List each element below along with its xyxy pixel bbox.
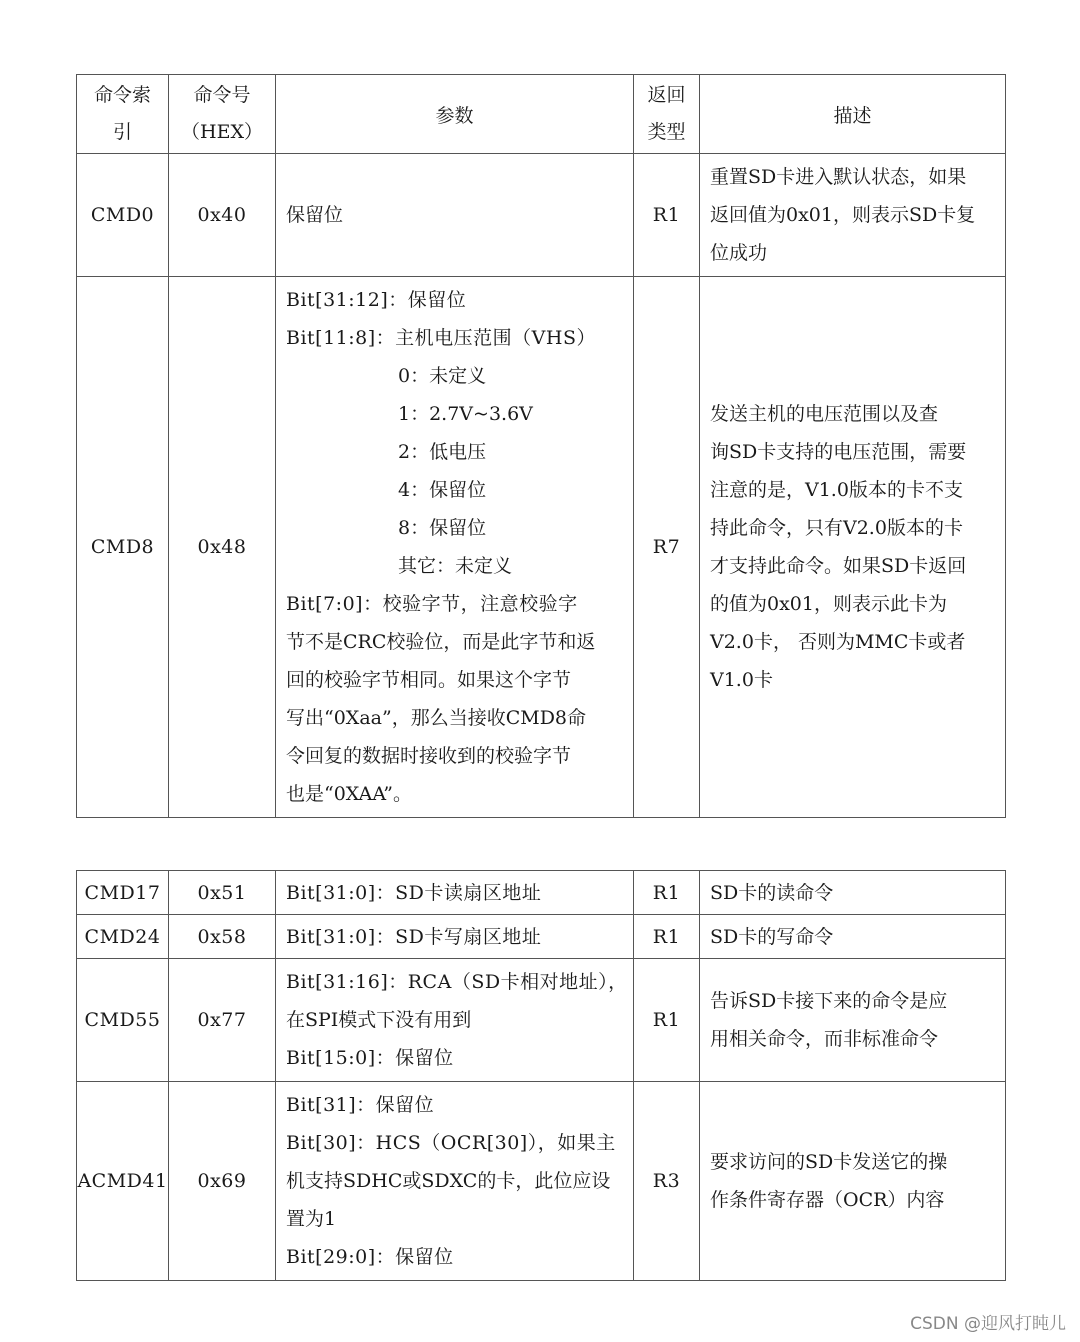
header-number-line: （HEX） [181,121,263,143]
acmd41-param-line: Bit[30]：HCS（OCR[30]），如果主 [286,1132,616,1154]
cmd0-return: R1 [634,154,700,277]
header-index-line: 命令索 [93,84,151,106]
acmd41-index: ACMD41 [77,1082,169,1281]
cmd55-description [700,959,1006,1082]
table-row-cmd8 [77,277,1006,818]
table-row-cmd55 [77,959,1006,1082]
cmd55-index: CMD55 [77,959,169,1082]
header-params: 参数 [276,75,634,154]
cmd0-description [700,154,1006,277]
acmd41-return: R3 [634,1082,700,1281]
csdn-watermark: CSDN @迎风打盹儿 [910,1314,1066,1334]
cmd8-desc-line: 注意的是，V1.0版本的卡不支 [710,479,963,501]
cmd8-params [276,277,634,818]
cmd17-desc-line: SD卡的读命令 [710,881,834,904]
cmd55-return: R1 [634,959,700,1082]
acmd41-description [700,1082,1006,1281]
cmd55-param-line: Bit[31:16]：RCA（SD卡相对地址）， [286,971,628,993]
cmd24-param-line: Bit[31:0]：SD卡写扇区地址 [286,925,542,948]
cmd24-index: CMD24 [77,915,169,959]
cmd0-desc-line: 位成功 [710,242,768,264]
table-row-cmd24 [77,915,1006,959]
acmd41-desc-line: 要求访问的SD卡发送它的操 [710,1151,948,1173]
cmd8-desc-line: 才支持此命令。如果SD卡返回 [710,555,967,577]
sd-command-table-2 [76,870,1006,1281]
cmd17-params [276,871,634,915]
cmd55-number: 0x77 [169,959,276,1082]
cmd0-params-line: 保留位 [286,204,344,226]
header-number [169,75,276,154]
cmd24-description [700,915,1006,959]
cmd17-param-line: Bit[31:0]：SD卡读扇区地址 [286,881,542,904]
cmd8-description [700,277,1006,818]
header-index-line: 引 [112,121,132,143]
cmd0-desc-line: 重置SD卡进入默认状态，如果 [710,166,967,188]
cmd8-param-line: 节不是CRC校验位，而是此字节和返 [286,631,596,653]
cmd8-param-option: 4：保留位 [398,479,487,501]
cmd8-desc-line: 发送主机的电压范围以及查 [710,403,939,425]
cmd24-params [276,915,634,959]
cmd8-param-line: Bit[31:12]：保留位 [286,289,467,311]
cmd17-return: R1 [634,871,700,915]
cmd8-index: CMD8 [77,277,169,818]
cmd8-desc-line: 询SD卡支持的电压范围，需要 [710,441,967,463]
cmd55-params [276,959,634,1082]
cmd0-number: 0x40 [169,154,276,277]
cmd8-param-option: 1：2.7V~3.6V [398,403,533,425]
cmd24-desc-line: SD卡的写命令 [710,925,834,948]
cmd8-desc-line: 的值为0x01，则表示此卡为 [710,593,947,615]
cmd55-desc-line: 用相关命令，而非标准命令 [710,1028,939,1050]
cmd17-index: CMD17 [77,871,169,915]
cmd0-params [276,154,634,277]
sd-command-table-1 [76,74,1006,818]
cmd8-param-option: 2：低电压 [398,441,487,463]
cmd17-number: 0x51 [169,871,276,915]
cmd8-desc-line: V1.0卡 [710,669,773,691]
header-return-line: 类型 [647,121,686,143]
cmd8-param-line: 令回复的数据时接收到的校验字节 [286,745,572,767]
cmd55-desc-line: 告诉SD卡接下来的命令是应 [710,990,948,1012]
cmd0-index: CMD0 [77,154,169,277]
cmd55-param-line: Bit[15:0]：保留位 [286,1047,454,1069]
header-number-line: 命令号 [193,84,251,106]
acmd41-params [276,1082,634,1281]
table-row-cmd17 [77,871,1006,915]
acmd41-number: 0x69 [169,1082,276,1281]
cmd8-param-line: 写出“0Xaa”，那么当接收CMD8命 [286,707,587,729]
header-return-line: 返回 [647,84,686,106]
acmd41-param-line: Bit[31]：保留位 [286,1094,435,1116]
cmd8-param-option: 0：未定义 [398,365,487,387]
cmd17-description [700,871,1006,915]
header-index [77,75,169,154]
cmd8-param-line: Bit[7:0]：校验字节，注意校验字 [286,593,578,615]
table-header-row [77,75,1006,154]
cmd8-param-line: Bit[11:8]：主机电压范围（VHS） [286,327,596,349]
header-return-type [634,75,700,154]
acmd41-param-line: Bit[29:0]：保留位 [286,1246,454,1268]
cmd55-param-line: 在SPI模式下没有用到 [286,1009,472,1031]
acmd41-param-line: 置为1 [286,1208,337,1230]
acmd41-desc-line: 作条件寄存器（OCR）内容 [710,1189,945,1211]
cmd8-desc-line: V2.0卡， 否则为MMC卡或者 [710,631,966,653]
cmd8-param-line: 也是“0XAA”。 [286,783,413,805]
cmd8-param-option: 其它：未定义 [398,555,513,577]
cmd8-number: 0x48 [169,277,276,818]
cmd0-desc-line: 返回值为0x01，则表示SD卡复 [710,204,976,226]
cmd8-param-line: 回的校验字节相同。如果这个字节 [286,669,572,691]
table-row-cmd0 [77,154,1006,277]
cmd24-return: R1 [634,915,700,959]
header-description: 描述 [700,75,1006,154]
cmd8-param-option: 8：保留位 [398,517,487,539]
cmd24-number: 0x58 [169,915,276,959]
table-row-acmd41 [77,1082,1006,1281]
cmd8-return: R7 [634,277,700,818]
acmd41-param-line: 机支持SDHC或SDXC的卡，此位应设 [286,1170,611,1192]
cmd8-desc-line: 持此命令，只有V2.0版本的卡 [710,517,963,539]
